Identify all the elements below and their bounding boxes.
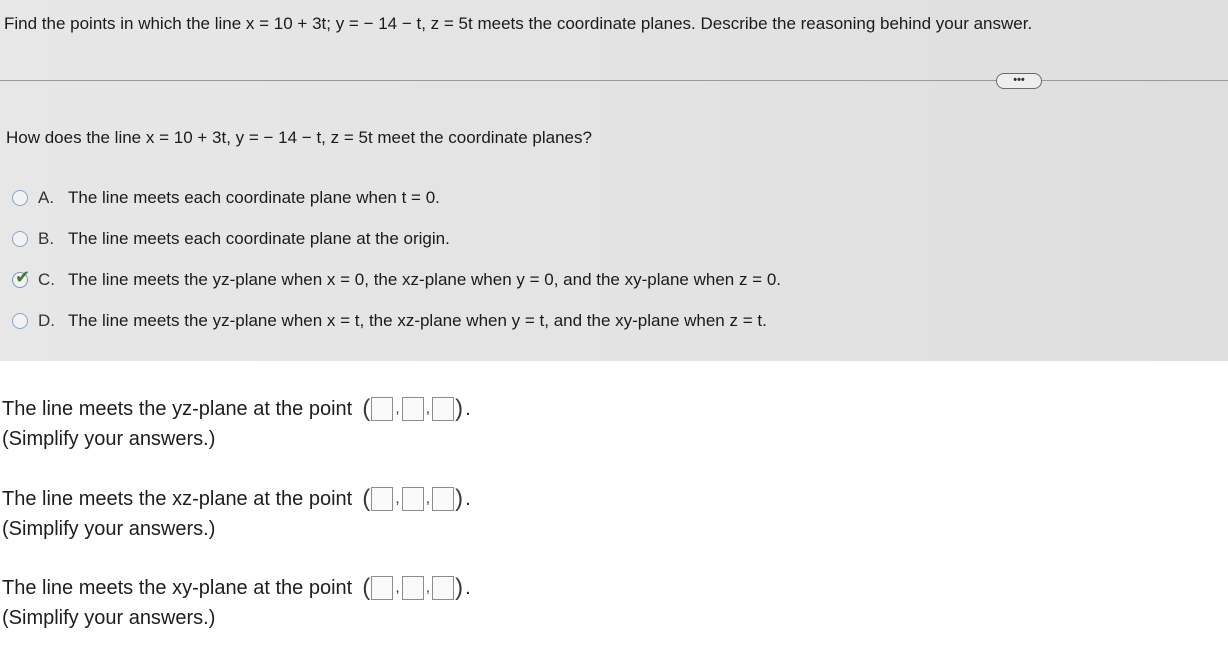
z-answer-input[interactable]	[432, 397, 454, 421]
y-answer-input[interactable]	[402, 576, 424, 600]
answer-statement: The line meets the xz-plane at the point	[2, 487, 353, 510]
x-answer-input[interactable]	[371, 576, 393, 600]
divider	[0, 80, 1228, 81]
option-b[interactable]	[12, 228, 450, 250]
simplify-hint: (Simplify your answers.)	[2, 518, 216, 540]
y-answer-input[interactable]	[402, 397, 424, 421]
option-text: The line meets each coordinate plane at the origin.	[68, 229, 450, 248]
option-letter: B.	[38, 229, 55, 248]
point-input-group: ( , , ) .	[362, 485, 471, 512]
radio-b[interactable]	[12, 231, 28, 247]
answer-statement: The line meets the yz-plane at the point	[2, 397, 353, 420]
option-letter: D.	[38, 311, 55, 330]
answer-xy-plane	[2, 573, 471, 633]
more-button[interactable]: •••	[996, 73, 1042, 89]
x-answer-input[interactable]	[371, 397, 393, 421]
question-text: Find the points in which the line x = 10 + 3t; y = − 14 − t, z = 5t meets the coordinate planes. Describe the reasoning behind your answer.	[4, 14, 1033, 33]
answer-statement: The line meets the xy-plane at the point	[2, 576, 353, 599]
simplify-hint: (Simplify your answers.)	[2, 607, 216, 629]
x-answer-input[interactable]	[371, 487, 393, 511]
answer-xz-plane	[2, 484, 471, 544]
option-text: The line meets each coordinate plane when t = 0.	[68, 188, 440, 207]
z-answer-input[interactable]	[432, 487, 454, 511]
radio-d[interactable]	[12, 313, 28, 329]
option-text: The line meets the yz-plane when x = t, the xz-plane when y = t, and the xy-plane when z = t.	[68, 311, 767, 330]
option-d[interactable]	[12, 310, 767, 332]
option-a[interactable]	[12, 187, 440, 209]
point-input-group: ( , , ) .	[362, 395, 471, 422]
point-input-group: ( , , ) .	[362, 574, 471, 601]
radio-a[interactable]	[12, 190, 28, 206]
option-text: The line meets the yz-plane when x = 0, the xz-plane when y = 0, and the xy-plane when z = 0.	[68, 270, 782, 289]
sub-question-prompt: How does the line x = 10 + 3t, y = − 14 − t, z = 5t meet the coordinate planes?	[6, 128, 592, 147]
radio-c[interactable]	[12, 267, 31, 288]
z-answer-input[interactable]	[432, 576, 454, 600]
option-letter: A.	[38, 188, 55, 207]
option-letter: C.	[38, 270, 55, 289]
option-c[interactable]	[12, 269, 781, 291]
simplify-hint: (Simplify your answers.)	[2, 428, 216, 450]
answer-yz-plane	[2, 394, 471, 454]
checkmark-icon: ✔	[15, 267, 31, 287]
y-answer-input[interactable]	[402, 487, 424, 511]
